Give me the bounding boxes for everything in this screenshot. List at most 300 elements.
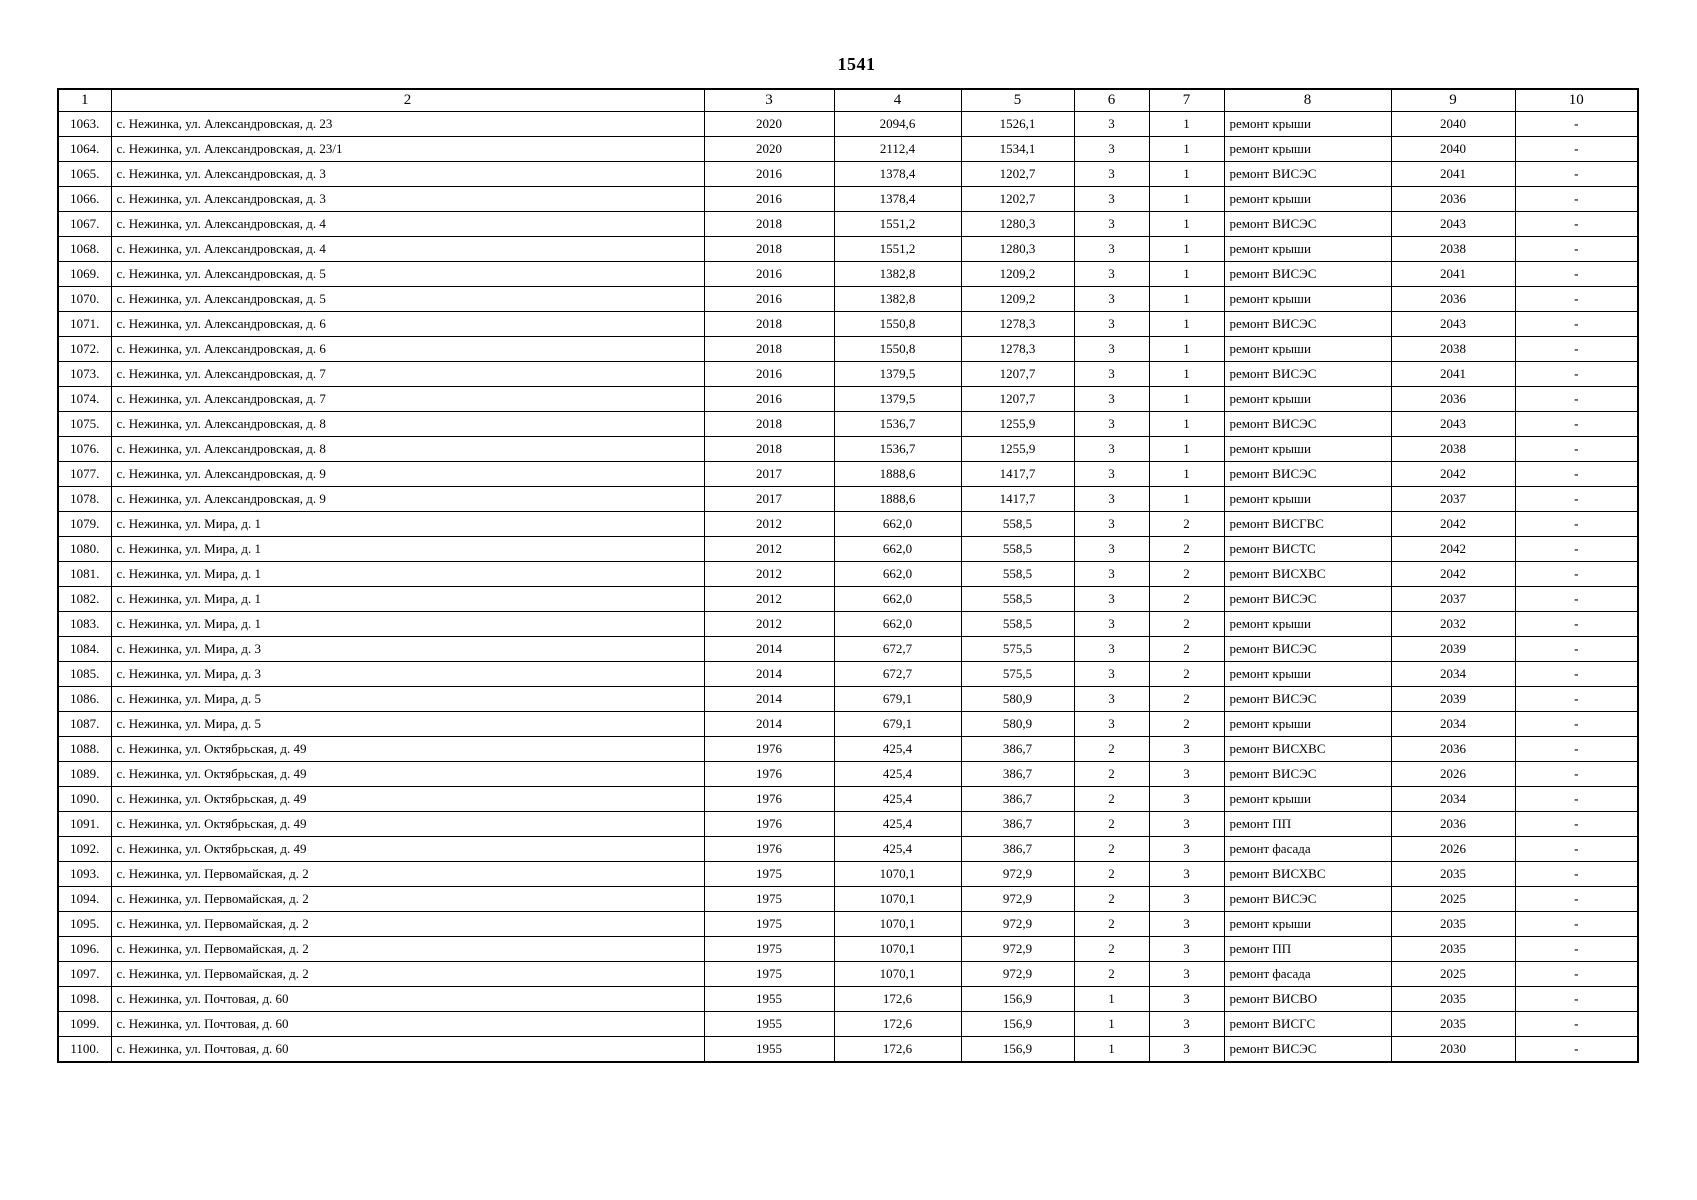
- cell-floors: 3: [1074, 612, 1149, 637]
- table-row: [58, 787, 1638, 812]
- cell-year: 1976: [704, 737, 834, 762]
- table-header-row: [58, 89, 1638, 112]
- cell-work-type: ремонт ВИСЭС: [1224, 312, 1391, 337]
- column-header-6: 6: [1074, 89, 1149, 112]
- cell-living-area: 156,9: [961, 1012, 1074, 1037]
- cell-note: -: [1515, 462, 1638, 487]
- cell-group: 2: [1149, 537, 1224, 562]
- cell-year: 1975: [704, 962, 834, 987]
- cell-group: 3: [1149, 987, 1224, 1012]
- cell-total-area: 679,1: [834, 687, 961, 712]
- cell-total-area: 662,0: [834, 537, 961, 562]
- cell-planned-year: 2041: [1391, 162, 1515, 187]
- cell-planned-year: 2034: [1391, 787, 1515, 812]
- cell-note: -: [1515, 1037, 1638, 1063]
- cell-year: 2018: [704, 337, 834, 362]
- cell-total-area: 2112,4: [834, 137, 961, 162]
- cell-year: 1976: [704, 837, 834, 862]
- cell-year: 1975: [704, 912, 834, 937]
- cell-note: -: [1515, 512, 1638, 537]
- cell-group: 1: [1149, 262, 1224, 287]
- cell-total-area: 1379,5: [834, 362, 961, 387]
- cell-planned-year: 2035: [1391, 912, 1515, 937]
- cell-row-number: 1063.: [58, 112, 111, 137]
- cell-address: с. Нежинка, ул. Октябрьская, д. 49: [111, 737, 704, 762]
- cell-planned-year: 2035: [1391, 1012, 1515, 1037]
- cell-floors: 3: [1074, 562, 1149, 587]
- table-row: [58, 287, 1638, 312]
- cell-note: -: [1515, 537, 1638, 562]
- cell-planned-year: 2035: [1391, 937, 1515, 962]
- cell-planned-year: 2037: [1391, 487, 1515, 512]
- cell-total-area: 1551,2: [834, 237, 961, 262]
- cell-planned-year: 2036: [1391, 187, 1515, 212]
- cell-living-area: 580,9: [961, 712, 1074, 737]
- table-row: [58, 137, 1638, 162]
- cell-row-number: 1100.: [58, 1037, 111, 1063]
- table-row: [58, 362, 1638, 387]
- cell-note: -: [1515, 937, 1638, 962]
- table-row: [58, 337, 1638, 362]
- cell-floors: 3: [1074, 287, 1149, 312]
- cell-year: 2014: [704, 687, 834, 712]
- cell-address: с. Нежинка, ул. Мира, д. 1: [111, 512, 704, 537]
- cell-floors: 1: [1074, 1037, 1149, 1063]
- cell-year: 2017: [704, 462, 834, 487]
- cell-note: -: [1515, 212, 1638, 237]
- cell-note: -: [1515, 687, 1638, 712]
- cell-note: -: [1515, 337, 1638, 362]
- cell-living-area: 386,7: [961, 837, 1074, 862]
- cell-address: с. Нежинка, ул. Александровская, д. 6: [111, 337, 704, 362]
- cell-address: с. Нежинка, ул. Мира, д. 1: [111, 537, 704, 562]
- cell-year: 1976: [704, 762, 834, 787]
- cell-work-type: ремонт ВИСЭС: [1224, 1037, 1391, 1063]
- cell-work-type: ремонт крыши: [1224, 337, 1391, 362]
- cell-address: с. Нежинка, ул. Октябрьская, д. 49: [111, 837, 704, 862]
- cell-planned-year: 2030: [1391, 1037, 1515, 1063]
- cell-work-type: ремонт ВИСТС: [1224, 537, 1391, 562]
- cell-work-type: ремонт фасада: [1224, 837, 1391, 862]
- cell-address: с. Нежинка, ул. Почтовая, д. 60: [111, 987, 704, 1012]
- cell-year: 2012: [704, 587, 834, 612]
- cell-address: с. Нежинка, ул. Октябрьская, д. 49: [111, 762, 704, 787]
- cell-floors: 2: [1074, 862, 1149, 887]
- cell-total-area: 672,7: [834, 637, 961, 662]
- table-row: [58, 812, 1638, 837]
- cell-group: 1: [1149, 462, 1224, 487]
- cell-planned-year: 2040: [1391, 137, 1515, 162]
- table-row: [58, 487, 1638, 512]
- cell-group: 1: [1149, 162, 1224, 187]
- cell-living-area: 1202,7: [961, 162, 1074, 187]
- cell-total-area: 172,6: [834, 1012, 961, 1037]
- cell-group: 1: [1149, 212, 1224, 237]
- column-header-9: 9: [1391, 89, 1515, 112]
- cell-group: 2: [1149, 687, 1224, 712]
- cell-year: 2018: [704, 312, 834, 337]
- cell-address: с. Нежинка, ул. Мира, д. 3: [111, 637, 704, 662]
- cell-total-area: 425,4: [834, 737, 961, 762]
- cell-total-area: 1378,4: [834, 162, 961, 187]
- cell-living-area: 972,9: [961, 862, 1074, 887]
- cell-note: -: [1515, 162, 1638, 187]
- column-header-10: 10: [1515, 89, 1638, 112]
- cell-living-area: 386,7: [961, 737, 1074, 762]
- cell-year: 1955: [704, 1037, 834, 1063]
- table-row: [58, 1037, 1638, 1063]
- cell-row-number: 1096.: [58, 937, 111, 962]
- cell-living-area: 386,7: [961, 787, 1074, 812]
- cell-total-area: 662,0: [834, 512, 961, 537]
- cell-total-area: 679,1: [834, 712, 961, 737]
- cell-total-area: 1379,5: [834, 387, 961, 412]
- cell-group: 3: [1149, 862, 1224, 887]
- cell-row-number: 1080.: [58, 537, 111, 562]
- cell-row-number: 1090.: [58, 787, 111, 812]
- cell-planned-year: 2035: [1391, 987, 1515, 1012]
- cell-note: -: [1515, 987, 1638, 1012]
- cell-planned-year: 2026: [1391, 762, 1515, 787]
- cell-row-number: 1065.: [58, 162, 111, 187]
- cell-work-type: ремонт ВИСЭС: [1224, 362, 1391, 387]
- cell-floors: 3: [1074, 262, 1149, 287]
- table-row: [58, 187, 1638, 212]
- cell-living-area: 1417,7: [961, 487, 1074, 512]
- cell-floors: 2: [1074, 737, 1149, 762]
- cell-address: с. Нежинка, ул. Октябрьская, д. 49: [111, 812, 704, 837]
- cell-note: -: [1515, 562, 1638, 587]
- cell-note: -: [1515, 912, 1638, 937]
- cell-year: 2016: [704, 387, 834, 412]
- cell-address: с. Нежинка, ул. Мира, д. 1: [111, 587, 704, 612]
- cell-address: с. Нежинка, ул. Почтовая, д. 60: [111, 1037, 704, 1063]
- cell-floors: 3: [1074, 112, 1149, 137]
- cell-row-number: 1084.: [58, 637, 111, 662]
- cell-group: 3: [1149, 737, 1224, 762]
- table-row: [58, 537, 1638, 562]
- cell-work-type: ремонт ВИСВО: [1224, 987, 1391, 1012]
- cell-work-type: ремонт крыши: [1224, 912, 1391, 937]
- cell-note: -: [1515, 887, 1638, 912]
- cell-total-area: 172,6: [834, 1037, 961, 1063]
- cell-address: с. Нежинка, ул. Мира, д. 3: [111, 662, 704, 687]
- cell-planned-year: 2039: [1391, 687, 1515, 712]
- cell-note: -: [1515, 662, 1638, 687]
- table-row: [58, 637, 1638, 662]
- cell-year: 2016: [704, 162, 834, 187]
- cell-total-area: 1070,1: [834, 937, 961, 962]
- cell-planned-year: 2035: [1391, 862, 1515, 887]
- cell-row-number: 1073.: [58, 362, 111, 387]
- cell-row-number: 1088.: [58, 737, 111, 762]
- cell-group: 2: [1149, 612, 1224, 637]
- cell-note: -: [1515, 862, 1638, 887]
- cell-planned-year: 2036: [1391, 812, 1515, 837]
- cell-row-number: 1081.: [58, 562, 111, 587]
- cell-group: 3: [1149, 887, 1224, 912]
- column-header-7: 7: [1149, 89, 1224, 112]
- cell-note: -: [1515, 737, 1638, 762]
- cell-row-number: 1074.: [58, 387, 111, 412]
- cell-row-number: 1092.: [58, 837, 111, 862]
- table-row: [58, 437, 1638, 462]
- cell-year: 2012: [704, 512, 834, 537]
- cell-total-area: 1536,7: [834, 437, 961, 462]
- cell-group: 2: [1149, 512, 1224, 537]
- cell-floors: 3: [1074, 637, 1149, 662]
- cell-work-type: ремонт крыши: [1224, 187, 1391, 212]
- cell-total-area: 425,4: [834, 812, 961, 837]
- cell-row-number: 1095.: [58, 912, 111, 937]
- cell-total-area: 1070,1: [834, 912, 961, 937]
- cell-note: -: [1515, 437, 1638, 462]
- cell-work-type: ремонт ВИСХВС: [1224, 562, 1391, 587]
- cell-year: 2016: [704, 362, 834, 387]
- cell-floors: 3: [1074, 187, 1149, 212]
- cell-address: с. Нежинка, ул. Александровская, д. 7: [111, 387, 704, 412]
- cell-note: -: [1515, 837, 1638, 862]
- cell-floors: 3: [1074, 462, 1149, 487]
- cell-living-area: 972,9: [961, 912, 1074, 937]
- cell-address: с. Нежинка, ул. Мира, д. 5: [111, 712, 704, 737]
- cell-year: 2018: [704, 237, 834, 262]
- cell-group: 3: [1149, 962, 1224, 987]
- cell-address: с. Нежинка, ул. Александровская, д. 5: [111, 287, 704, 312]
- cell-living-area: 972,9: [961, 937, 1074, 962]
- cell-address: с. Нежинка, ул. Октябрьская, д. 49: [111, 787, 704, 812]
- cell-row-number: 1093.: [58, 862, 111, 887]
- cell-floors: 3: [1074, 237, 1149, 262]
- cell-total-area: 2094,6: [834, 112, 961, 137]
- cell-total-area: 1382,8: [834, 262, 961, 287]
- cell-work-type: ремонт ВИСГВС: [1224, 512, 1391, 537]
- cell-floors: 3: [1074, 687, 1149, 712]
- table-row: [58, 312, 1638, 337]
- cell-planned-year: 2034: [1391, 712, 1515, 737]
- cell-work-type: ремонт ВИСГС: [1224, 1012, 1391, 1037]
- cell-note: -: [1515, 362, 1638, 387]
- cell-work-type: ремонт ВИСЭС: [1224, 462, 1391, 487]
- cell-note: -: [1515, 962, 1638, 987]
- cell-floors: 3: [1074, 387, 1149, 412]
- cell-row-number: 1071.: [58, 312, 111, 337]
- cell-floors: 3: [1074, 412, 1149, 437]
- cell-note: -: [1515, 637, 1638, 662]
- table-row: [58, 387, 1638, 412]
- cell-year: 2012: [704, 537, 834, 562]
- cell-year: 2017: [704, 487, 834, 512]
- cell-work-type: ремонт крыши: [1224, 612, 1391, 637]
- cell-address: с. Нежинка, ул. Александровская, д. 3: [111, 162, 704, 187]
- cell-planned-year: 2036: [1391, 387, 1515, 412]
- cell-note: -: [1515, 762, 1638, 787]
- cell-group: 3: [1149, 912, 1224, 937]
- table-row: [58, 712, 1638, 737]
- cell-group: 3: [1149, 762, 1224, 787]
- table-row: [58, 912, 1638, 937]
- cell-year: 2018: [704, 212, 834, 237]
- cell-group: 3: [1149, 787, 1224, 812]
- cell-work-type: ремонт ВИСЭС: [1224, 262, 1391, 287]
- cell-floors: 2: [1074, 962, 1149, 987]
- cell-group: 1: [1149, 137, 1224, 162]
- cell-living-area: 1278,3: [961, 312, 1074, 337]
- cell-address: с. Нежинка, ул. Первомайская, д. 2: [111, 962, 704, 987]
- cell-row-number: 1067.: [58, 212, 111, 237]
- table-row: [58, 262, 1638, 287]
- cell-work-type: ремонт крыши: [1224, 712, 1391, 737]
- cell-group: 1: [1149, 387, 1224, 412]
- column-header-1: 1: [58, 89, 111, 112]
- cell-row-number: 1079.: [58, 512, 111, 537]
- cell-total-area: 1070,1: [834, 887, 961, 912]
- cell-total-area: 672,7: [834, 662, 961, 687]
- cell-row-number: 1094.: [58, 887, 111, 912]
- cell-total-area: 425,4: [834, 762, 961, 787]
- cell-living-area: 386,7: [961, 812, 1074, 837]
- cell-total-area: 1070,1: [834, 962, 961, 987]
- cell-year: 2012: [704, 562, 834, 587]
- cell-planned-year: 2042: [1391, 537, 1515, 562]
- cell-floors: 3: [1074, 712, 1149, 737]
- cell-planned-year: 2041: [1391, 262, 1515, 287]
- cell-address: с. Нежинка, ул. Александровская, д. 6: [111, 312, 704, 337]
- cell-floors: 3: [1074, 337, 1149, 362]
- cell-planned-year: 2036: [1391, 287, 1515, 312]
- cell-year: 1975: [704, 887, 834, 912]
- cell-planned-year: 2041: [1391, 362, 1515, 387]
- cell-row-number: 1086.: [58, 687, 111, 712]
- cell-work-type: ремонт крыши: [1224, 787, 1391, 812]
- cell-row-number: 1070.: [58, 287, 111, 312]
- cell-planned-year: 2037: [1391, 587, 1515, 612]
- cell-living-area: 1534,1: [961, 137, 1074, 162]
- cell-work-type: ремонт ПП: [1224, 812, 1391, 837]
- cell-floors: 3: [1074, 362, 1149, 387]
- table-row: [58, 587, 1638, 612]
- cell-work-type: ремонт ВИСЭС: [1224, 637, 1391, 662]
- cell-floors: 1: [1074, 987, 1149, 1012]
- cell-total-area: 662,0: [834, 587, 961, 612]
- cell-group: 1: [1149, 312, 1224, 337]
- cell-living-area: 580,9: [961, 687, 1074, 712]
- cell-total-area: 662,0: [834, 612, 961, 637]
- cell-year: 2016: [704, 262, 834, 287]
- cell-group: 1: [1149, 487, 1224, 512]
- cell-note: -: [1515, 1012, 1638, 1037]
- cell-floors: 2: [1074, 837, 1149, 862]
- cell-planned-year: 2043: [1391, 412, 1515, 437]
- cell-group: 1: [1149, 237, 1224, 262]
- cell-address: с. Нежинка, ул. Первомайская, д. 2: [111, 937, 704, 962]
- cell-address: с. Нежинка, ул. Александровская, д. 4: [111, 212, 704, 237]
- cell-row-number: 1076.: [58, 437, 111, 462]
- table-row: [58, 1012, 1638, 1037]
- column-header-8: 8: [1224, 89, 1391, 112]
- table-row: [58, 962, 1638, 987]
- cell-planned-year: 2025: [1391, 887, 1515, 912]
- cell-total-area: 662,0: [834, 562, 961, 587]
- cell-group: 1: [1149, 112, 1224, 137]
- cell-address: с. Нежинка, ул. Александровская, д. 8: [111, 412, 704, 437]
- cell-group: 1: [1149, 337, 1224, 362]
- cell-work-type: ремонт ВИСЭС: [1224, 687, 1391, 712]
- cell-year: 2016: [704, 287, 834, 312]
- cell-floors: 3: [1074, 137, 1149, 162]
- cell-total-area: 172,6: [834, 987, 961, 1012]
- column-header-5: 5: [961, 89, 1074, 112]
- cell-floors: 3: [1074, 512, 1149, 537]
- page-number: 1541: [837, 54, 876, 74]
- column-header-2: 2: [111, 89, 704, 112]
- cell-address: с. Нежинка, ул. Мира, д. 1: [111, 562, 704, 587]
- cell-living-area: 575,5: [961, 662, 1074, 687]
- cell-total-area: 1070,1: [834, 862, 961, 887]
- cell-year: 1975: [704, 862, 834, 887]
- cell-address: с. Нежинка, ул. Первомайская, д. 2: [111, 862, 704, 887]
- cell-row-number: 1087.: [58, 712, 111, 737]
- cell-year: 1976: [704, 787, 834, 812]
- cell-total-area: 1382,8: [834, 287, 961, 312]
- cell-work-type: ремонт ВИСЭС: [1224, 887, 1391, 912]
- cell-living-area: 972,9: [961, 887, 1074, 912]
- cell-total-area: 1536,7: [834, 412, 961, 437]
- cell-row-number: 1097.: [58, 962, 111, 987]
- cell-year: 1955: [704, 987, 834, 1012]
- cell-note: -: [1515, 812, 1638, 837]
- cell-planned-year: 2043: [1391, 312, 1515, 337]
- table-row: [58, 212, 1638, 237]
- cell-floors: 3: [1074, 662, 1149, 687]
- cell-note: -: [1515, 387, 1638, 412]
- table-row: [58, 162, 1638, 187]
- cell-planned-year: 2042: [1391, 562, 1515, 587]
- column-header-3: 3: [704, 89, 834, 112]
- cell-total-area: 1378,4: [834, 187, 961, 212]
- cell-planned-year: 2042: [1391, 512, 1515, 537]
- table-body: [58, 112, 1638, 1063]
- cell-address: с. Нежинка, ул. Александровская, д. 23/1: [111, 137, 704, 162]
- cell-row-number: 1064.: [58, 137, 111, 162]
- cell-work-type: ремонт ВИСЭС: [1224, 412, 1391, 437]
- cell-note: -: [1515, 112, 1638, 137]
- cell-total-area: 425,4: [834, 837, 961, 862]
- cell-group: 1: [1149, 287, 1224, 312]
- cell-group: 2: [1149, 637, 1224, 662]
- cell-address: с. Нежинка, ул. Почтовая, д. 60: [111, 1012, 704, 1037]
- cell-work-type: ремонт ВИСЭС: [1224, 212, 1391, 237]
- cell-row-number: 1075.: [58, 412, 111, 437]
- cell-floors: 2: [1074, 762, 1149, 787]
- cell-address: с. Нежинка, ул. Первомайская, д. 2: [111, 887, 704, 912]
- cell-year: 2018: [704, 412, 834, 437]
- cell-address: с. Нежинка, ул. Александровская, д. 7: [111, 362, 704, 387]
- cell-living-area: 156,9: [961, 1037, 1074, 1063]
- cell-address: с. Нежинка, ул. Первомайская, д. 2: [111, 912, 704, 937]
- cell-address: с. Нежинка, ул. Александровская, д. 3: [111, 187, 704, 212]
- cell-floors: 3: [1074, 587, 1149, 612]
- cell-floors: 3: [1074, 312, 1149, 337]
- cell-living-area: 1207,7: [961, 362, 1074, 387]
- cell-floors: 3: [1074, 537, 1149, 562]
- table-row: [58, 512, 1638, 537]
- cell-year: 2014: [704, 637, 834, 662]
- cell-group: 1: [1149, 437, 1224, 462]
- cell-year: 1976: [704, 812, 834, 837]
- cell-group: 2: [1149, 712, 1224, 737]
- cell-group: 2: [1149, 662, 1224, 687]
